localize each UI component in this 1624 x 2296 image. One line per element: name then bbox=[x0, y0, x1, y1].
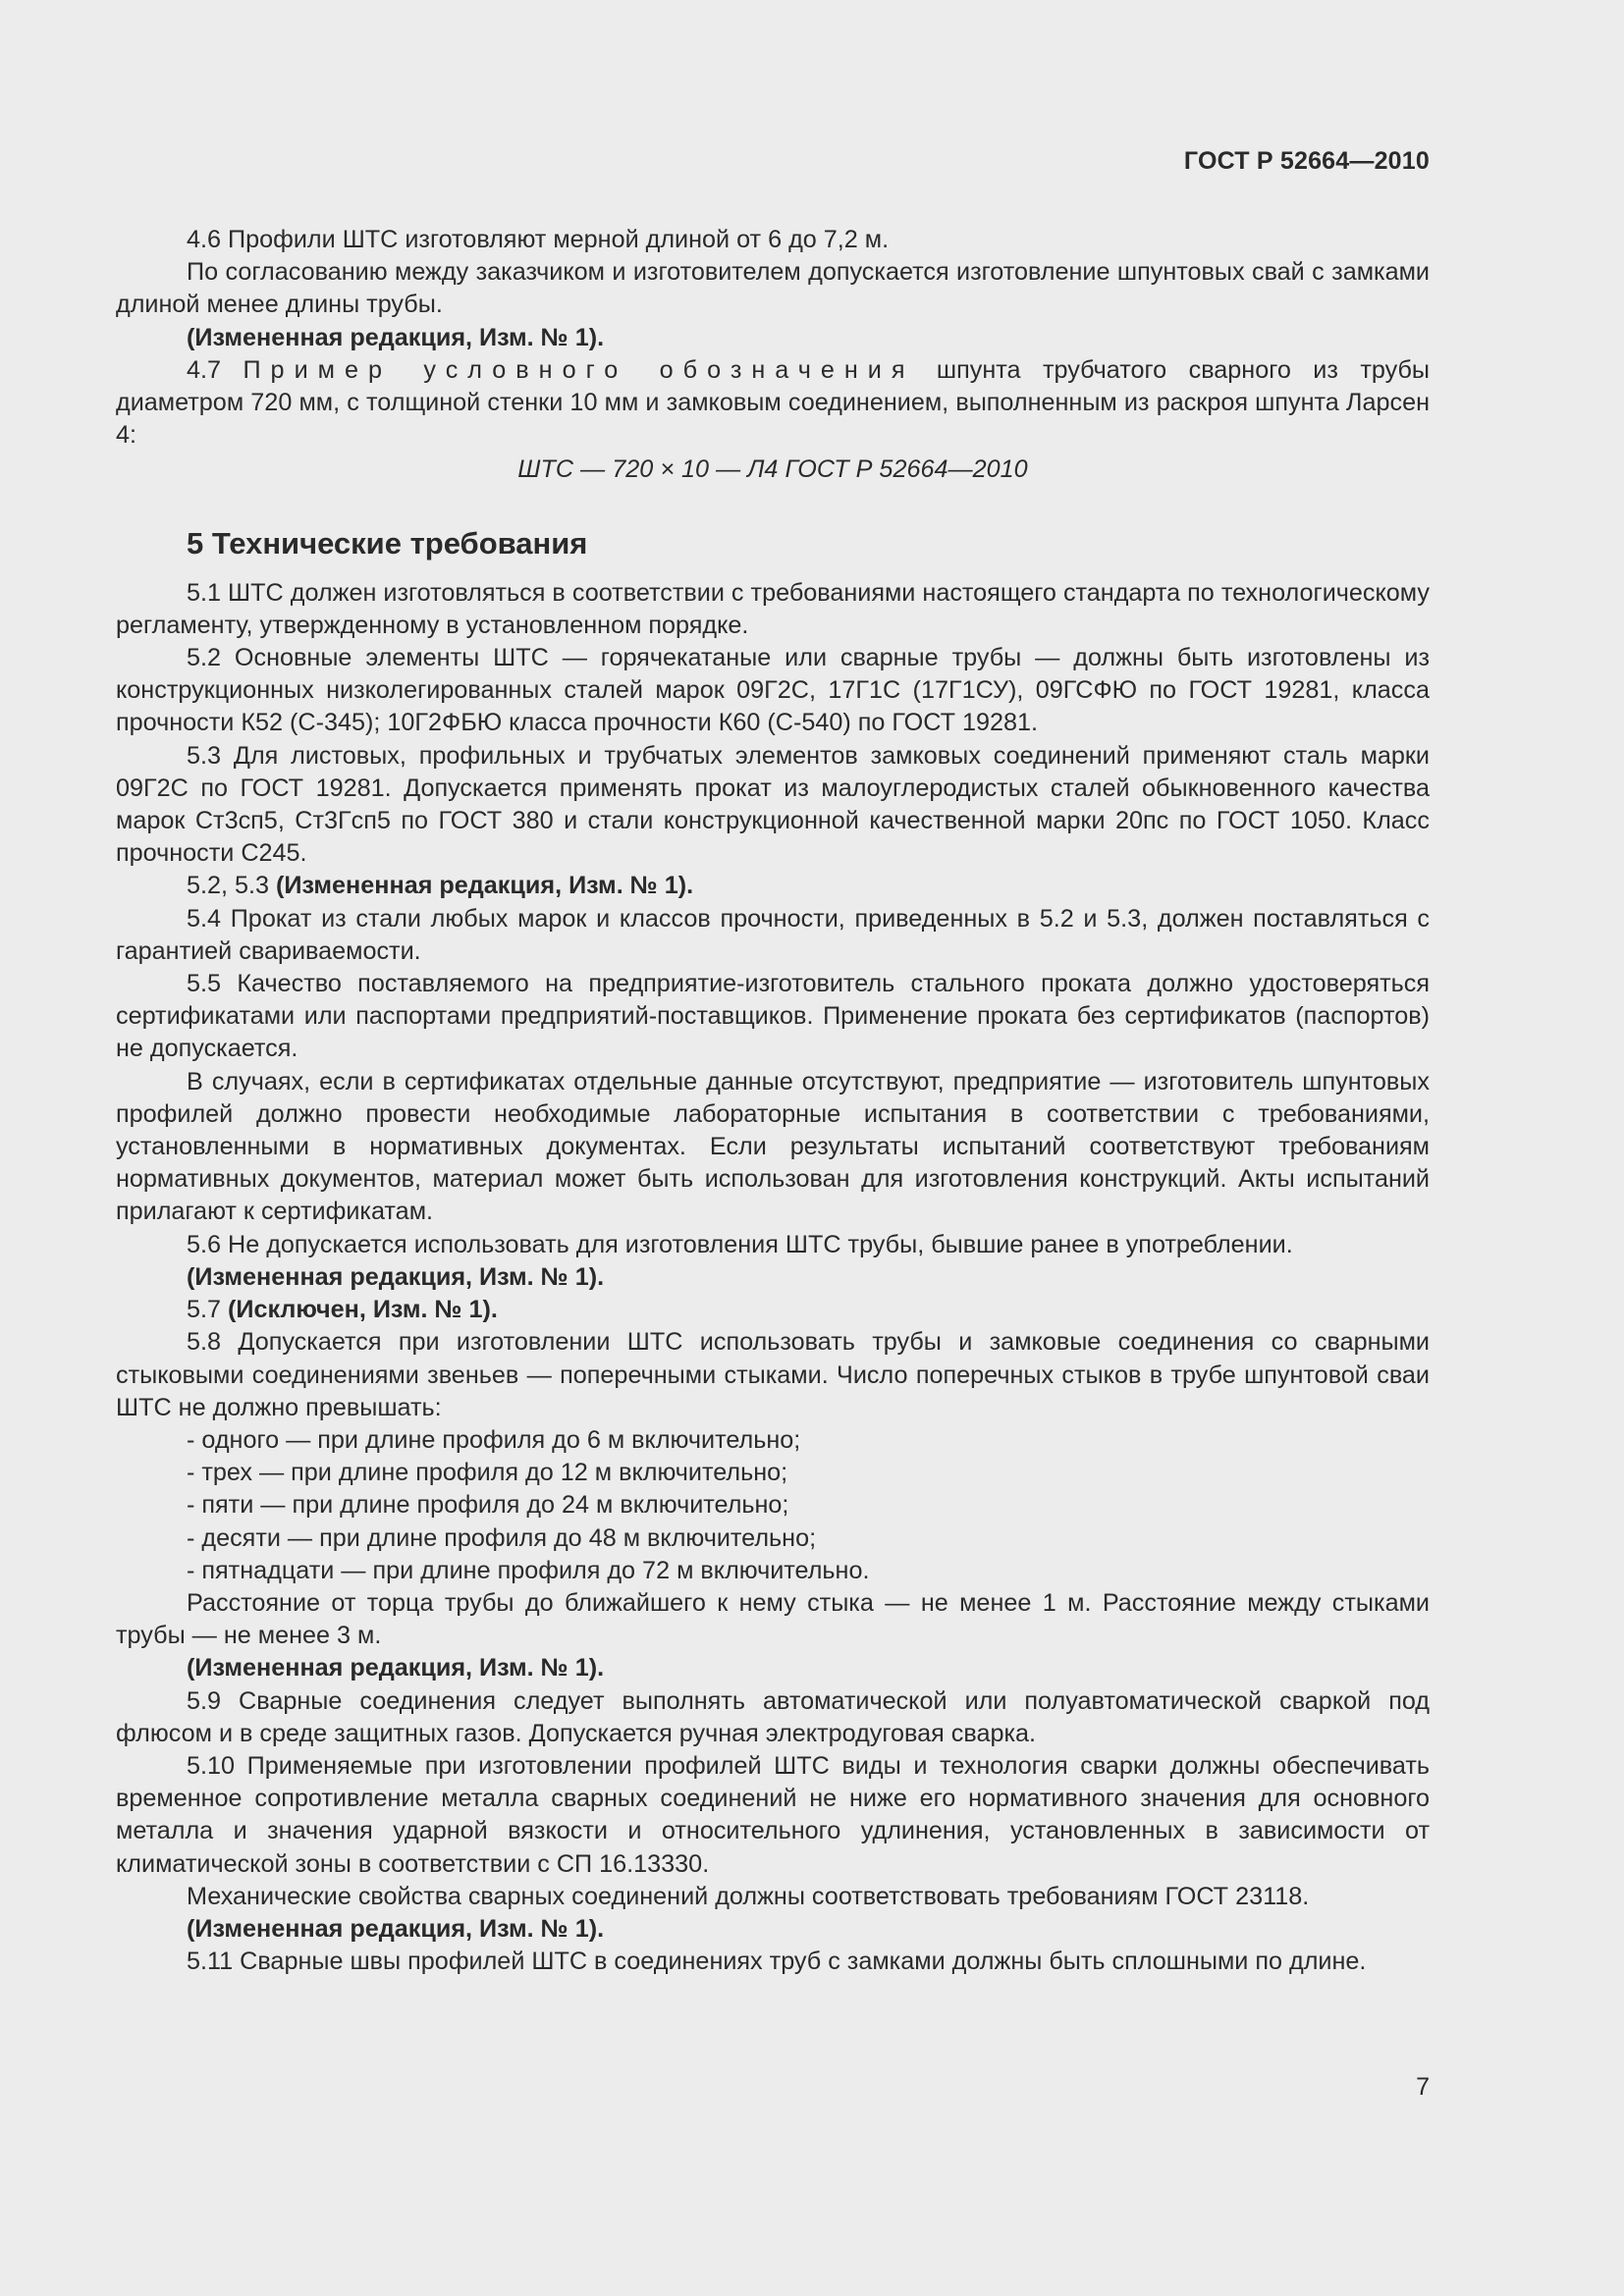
list-item: - пятнадцати — при длине профиля до 72 м включительно. bbox=[187, 1556, 870, 1584]
paragraph-5-3: 5.3 Для листовых, профильных и трубчатых элементов замковых соединений применяют сталь марки 09Г2С по ГОСТ 19281. Допускается применять прокат из малоуглеродистых сталей обыкновенного качества марок Ст3сп5, Ст3Гсп5 по ГОСТ 380 и стали конструкционной качественной марки 20пс по ГОСТ 1050. Класс прочности С245. bbox=[116, 741, 1430, 868]
paragraph-4-7 bbox=[116, 354, 1430, 453]
section-5-title: 5 Технические требования bbox=[187, 525, 588, 561]
paragraph-5-1: 5.1 ШТС должен изготовляться в соответствии с требованиями настоящего стандарта по технологическому регламенту, утвержденному в установленном порядке. bbox=[116, 578, 1430, 639]
paragraph-4-7-text: шпунта трубчатого сварного из трубы диаметром 720 мм, с толщиной стенки 10 мм и замковым соединением, выполненным из раскроя шпунта Ларсен 4: bbox=[116, 355, 1431, 450]
designation-example: ШТС — 720 × 10 — Л4 ГОСТ Р 52664—2010 bbox=[517, 455, 1028, 484]
list-item: - десяти — при длине профиля до 48 м включительно; bbox=[187, 1523, 817, 1552]
paragraph-5-10-continued: Механические свойства сварных соединений должны соответствовать требованиям ГОСТ 23118. bbox=[187, 1882, 1310, 1910]
amendment-note: (Измененная редакция, Изм. № 1). bbox=[187, 323, 605, 351]
list-item: - одного — при длине профиля до 6 м включительно; bbox=[187, 1425, 801, 1454]
clause-number: 5.7 bbox=[187, 1296, 222, 1324]
excluded-note: (Исключен, Изм. № 1). bbox=[228, 1296, 498, 1324]
paragraph-5-8: 5.8 Допускается при изготовлении ШТС использовать трубы и замковые соединения со сварными стыковыми соединениями звеньев — поперечными стыками. Число поперечных стыков в трубе шпунтовой сваи ШТС не должно превышать: bbox=[116, 1328, 1430, 1421]
paragraph-5-5-continued: В случаях, если в сертификатах отдельные данные отсутствуют, предприятие — изготовитель шпунтовых профилей должно провести необходимые лабораторные испытания в соответствии с требованиями, установленными в нормативных документах. Если результаты испытаний соответствуют требованиям нормативных документов, материал может быть использован для изготовления конструкций. Акты испытаний прилагают к сертификатам. bbox=[116, 1067, 1430, 1226]
list-item: - трех — при длине профиля до 12 м включительно; bbox=[187, 1459, 788, 1487]
clause-number: 4.7 bbox=[187, 355, 222, 384]
paragraph-5-7 bbox=[116, 1294, 1430, 1326]
paragraph-5-4: 5.4 Прокат из стали любых марок и классов прочности, приведенных в 5.2 и 5.3, должен поставляться с гарантией свариваемости. bbox=[116, 904, 1430, 965]
paragraph-4-6-continued: По согласованию между заказчиком и изготовителем допускается изготовление шпунтовых свай с замками длиной менее длины трубы. bbox=[116, 258, 1430, 319]
clause-number: 5.2, 5.3 bbox=[187, 872, 270, 900]
amendment-note: (Измененная редакция, Изм. № 1). bbox=[187, 1262, 605, 1291]
document-header: ГОСТ Р 52664—2010 bbox=[1183, 147, 1430, 175]
paragraph-5-9: 5.9 Сварные соединения следует выполнять автоматической или полуавтоматической сваркой под флюсом и в среде защитных газов. Допускается ручная электродуговая сварка. bbox=[116, 1686, 1430, 1747]
document-body bbox=[116, 224, 1430, 1978]
page-number: 7 bbox=[1416, 2073, 1430, 2101]
list-item: - пяти — при длине профиля до 24 м включительно; bbox=[187, 1491, 789, 1520]
paragraph-5-10: 5.10 Применяемые при изготовлении профилей ШТС виды и технология сварки должны обеспечивать временное сопротивление металла сварных соединений не ниже его нормативного значения для основного металла и значения ударной вязкости и относительного удлинения, установленных в зависимости от климатической зоны в соответствии с СП 16.13330. bbox=[116, 1751, 1430, 1878]
paragraph-5-5: 5.5 Качество поставляемого на предприятие-изготовитель стального проката должно удостоверяться сертификатами или паспортами предприятий-поставщиков. Применение проката без сертификатов (паспортов) не допускается. bbox=[116, 970, 1430, 1063]
amendment-note: (Измененная редакция, Изм. № 1). bbox=[187, 1914, 605, 1943]
amendment-note: (Измененная редакция, Изм. № 1). bbox=[187, 1654, 605, 1682]
paragraph-5-2-5-3-amendment bbox=[116, 870, 1430, 902]
spaced-heading: Пример условного обозначения bbox=[243, 355, 915, 384]
paragraph-4-6: 4.6 Профили ШТС изготовляют мерной длиной от 6 до 7,2 м. bbox=[187, 226, 890, 253]
paragraph-5-8-continued: Расстояние от торца трубы до ближайшего к нему стыка — не менее 1 м. Расстояние между стыками трубы — не менее 3 м. bbox=[116, 1588, 1430, 1650]
paragraph-5-6: 5.6 Не допускается использовать для изготовления ШТС трубы, бывшие ранее в употреблении. bbox=[187, 1230, 1293, 1258]
amendment-note: (Измененная редакция, Изм. № 1). bbox=[276, 872, 694, 900]
paragraph-5-11: 5.11 Сварные швы профилей ШТС в соединениях труб с замками должны быть сплошными по длине. bbox=[187, 1948, 1367, 1976]
paragraph-5-2: 5.2 Основные элементы ШТС — горячекатаные или сварные трубы — должны быть изготовлены из конструкционных низколегированных сталей марок 09Г2С, 17Г1С (17Г1СУ), 09ГСФЮ по ГОСТ 19281, класса прочности К52 (С-345); 10Г2ФБЮ класса прочности К60 (С-540) по ГОСТ 19281. bbox=[116, 644, 1430, 737]
